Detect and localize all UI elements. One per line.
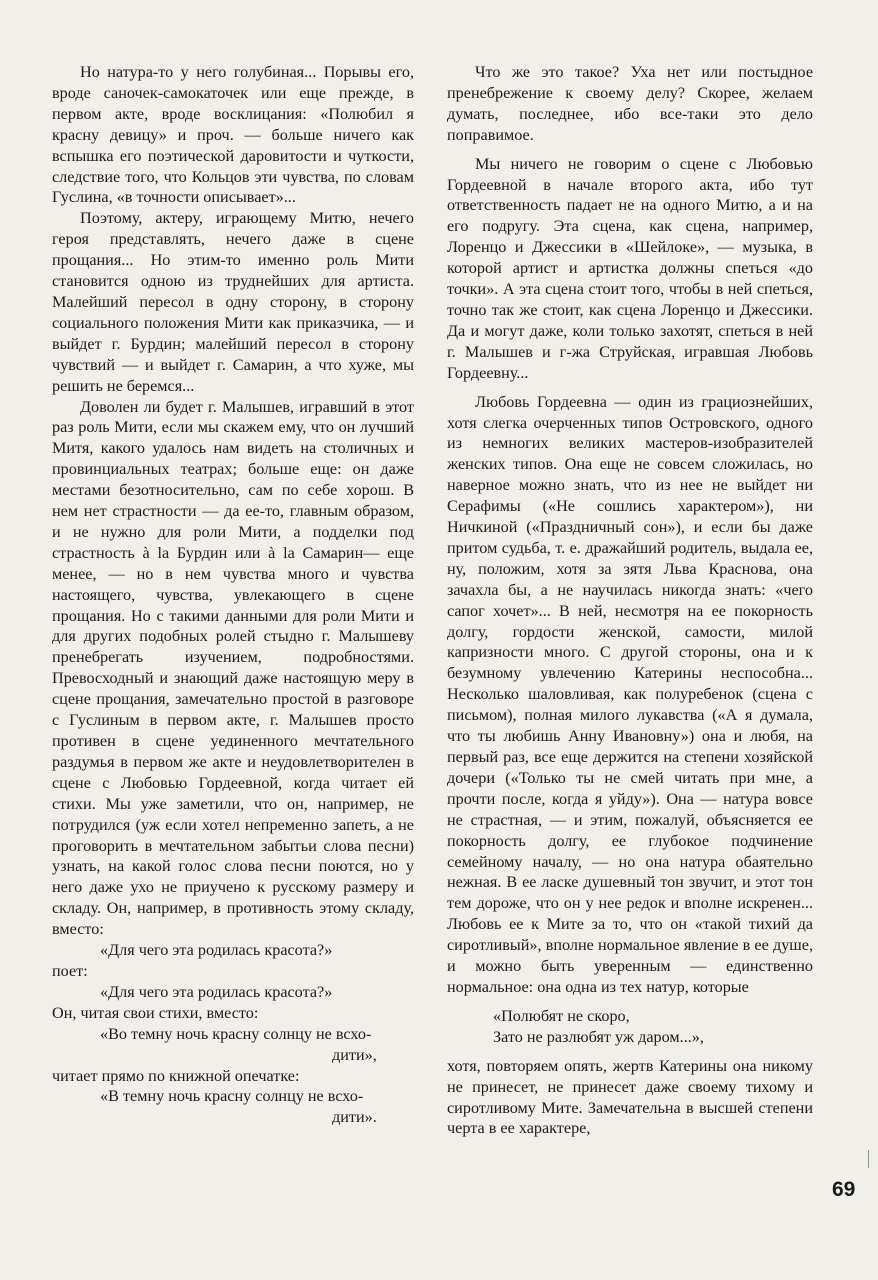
paragraph: хотя, повторяем опять, жертв Катерины она никому не принесет, не принесет даже своему тихому и сиротливому Мите. Замечательна в высшей степени черта в ее характере, — [447, 1056, 813, 1138]
left-column — [52, 62, 414, 1128]
poem-quote: «Во темну ночь красну солнцу не всхо- — [100, 1024, 372, 1043]
paragraph: Любовь Гордеевна — один из грациознейших, хотя слегка очерченных типов Островского, одного из немногих великих мастеров-изобразителей женских типов. Она еще не совсем сложилась, но наверное можно знать, что из нее не выйдет ни Серафимы («Не сошлись характером»), ни Ничкиной («Праздничный сон»), и если бы даже притом судьба, т. е. дражайший родитель, выдала ее, ну, положим, хотя за зятя Льва Краснова, она зачахла бы, а не научилась никогда знать: «чего сапог хочет»... В ней, несмотря на ее покорность долгу, гордости женской, самости, милой капризности много. С другой стороны, она и к безумному увлечению Катерины неспособна... Несколько шаловливая, как полуребенок (сцена с письмом), полная милого лукавства («А я думала, что ты любишь Анну Ивановну») она и любя, на первый раз, все еще держится на степени хозяйской дочери («Только ты не смей читать при мне, а прочти после, когда я уйду»). Она — натура вовсе не страстная, — и этим, пожалуй, объясняется ее покорность долгу, ее глубокое подчинение семейному началу, — но она натура обаятельно нежная. В ее ласке душевный тон звучит, и этот тон тем дороже, что он у нее редок и вполне искренен... Любовь ее к Мите за то, что он «такой тихий да сиротливый», вполне нормальное явление в ее душе, и можно быть уверенным — единственно нормальное: она одна из тех натур, которые — [447, 392, 813, 996]
paragraph: Что же это такое? Уха нет или постыдное пренебрежение к своему делу? Скорее, желаем думать, последнее, ибо все-таки это дело поправимое. — [447, 63, 813, 144]
song-quote: «Для чего эта родилась красота?» — [100, 982, 333, 1001]
poem-quote-continuation: дити». — [332, 1108, 377, 1127]
quote-lead-in: читает прямо по книжной опечатке: — [52, 1066, 300, 1085]
verse-quote — [447, 1006, 813, 1048]
poem-quote-continuation: дити», — [332, 1045, 377, 1064]
verse-line: Зато не разлюбят уж даром...», — [493, 1027, 704, 1046]
poem-quote: «В темну ночь красну солнцу не всхо- — [100, 1087, 364, 1106]
paragraph: Мы ничего не говорим о сцене с Любовью Гордеевной в начале второго акта, ибо тут ответственность падает не на одного Митю, а и на его подругу. Эта сцена, как сцена, например, Лоренцо и Джессики в «Шейлоке», — музыка, в которой артист и артистка должны спеться «до точки». А эта сцена стоит того, чтобы в ней спеться, точно так же стоит, как сцена Лоренцо и Джессики. Да и могут даже, коли только захотят, спеться в ней г. Малышев и г-жа Струйская, игравшая Любовь Гордеевну... — [447, 154, 813, 382]
quote-lead-in: Он, читая свои стихи, вместо: — [52, 1003, 259, 1022]
quote-lead-in: поет: — [52, 961, 88, 980]
paragraph: Доволен ли будет г. Малышев, игравший в этот раз роль Мити, если мы скажем ему, что он лучший Митя, какого удалось нам видеть на столичных и провинциальных театрах; больше еще: он даже местами безотносительно, сам по себе хорош. В нем нет страстности — да ее-то, главным образом, и не нужно для роли Мити, а подделки под страстность à la Бурдин или à la Самарин— еще менее, — но в нем чувства много и чувства настоящего, чувства, увлекающего в сцене прощания. Но с такими данными для роли Мити и для других подобных ролей стыдно г. Малышеву пренебрегать изучением, подробностями. Превосходный и знающий даже настоящую меру в сцене прощания, замечательно простой в разговоре с Гуслиным в первом акте, г. Малышев просто противен в сцене уединенного мечтательного раздумья в первом же акте и неудовлетворителен в сцене с Любовью Гордеевной, когда читает ей стихи. Мы уже заметили, что он, например, не потрудился (уж если хотел непременно запеть, а не проговорить в мечтательном забытьи слова песни) узнать, на какой голос слова песни поются, но у него даже ухо не приучено к русскому размеру и складу. Он, например, в противность этому складу, вместо: — [52, 397, 414, 939]
paragraph: Но натура-то у него голубиная... Порывы его, вроде саночек-самокаточек или еще прежде, в первом акте, вроде восклицания: «Полюбил я красну девицу» и проч. — больше ничего как вспышка его поэтической даровитости и чуткости, следствие того, что Кольцов эти чувства, по словам Гуслина, «в точности описывает»... — [52, 63, 414, 207]
verse-line: «Полюбят не скоро, — [493, 1006, 630, 1025]
right-column — [447, 62, 813, 1139]
page-edge-mark — [868, 1150, 872, 1168]
page-number: 69 — [832, 1178, 856, 1201]
paragraph: Поэтому, актеру, играющему Митю, нечего героя представлять, нечего даже в сцене прощания... Но этим-то именно роль Мити становится одною из труднейших для артиста. Малейший пересол в одну сторону, в сторону социального положения Мити как приказчика, — и выйдет г. Бурдин; малейший пересол в сторону чувствий — и выйдет г. Самарин, а что хуже, мы решить не беремся... — [52, 209, 414, 395]
song-quote: «Для чего эта родилась красота?» — [100, 941, 333, 960]
